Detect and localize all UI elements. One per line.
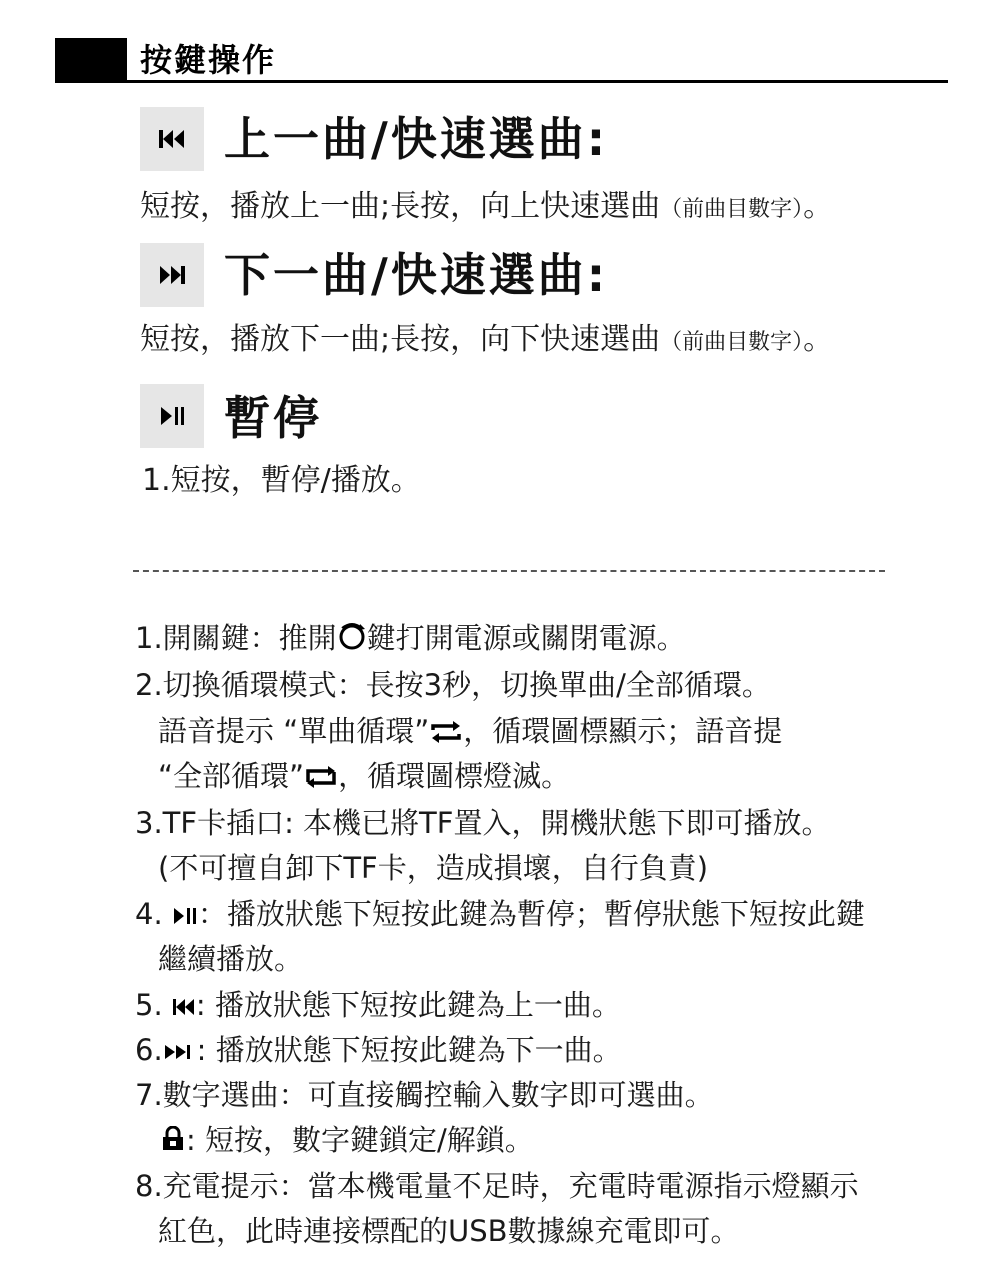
list-item: 紅色，此時連接標配的USB數據線充電即可。 — [158, 1214, 740, 1248]
skip-previous-icon — [140, 107, 204, 171]
list-item: 語音提示 “單曲循環” ，循環圖標顯示；語音提 — [158, 709, 782, 755]
section-desc-next: 短按，播放下一曲;長按，向下快速選曲（前曲目數字）。 — [140, 322, 834, 357]
list-item: 1.開關鍵：推開 鍵打開電源或關閉電源。 — [135, 616, 686, 662]
list-item: 3.TF卡插口: 本機已將TF置入，開機狀態下即可播放。 — [135, 806, 831, 840]
list-item: (不可擅自卸下TF卡，造成損壞，自行負責) — [158, 851, 709, 885]
play-pause-icon — [140, 384, 204, 448]
list-item: 繼續播放。 — [158, 942, 304, 976]
section-title-next: 下一曲/快速選曲: — [224, 248, 609, 302]
skip-next-icon — [140, 243, 204, 307]
repeat-one-icon — [429, 711, 463, 755]
list-item: : 短按，數字鍵鎖定/解鎖。 — [160, 1118, 534, 1164]
section-desc-previous: 短按，播放上一曲;長按，向上快速選曲（前曲目數字）。 — [140, 189, 834, 224]
list-item: 5. : 播放狀態下短按此鍵為上一曲。 — [135, 983, 621, 1029]
list-item: 8.充電提示：當本機電量不足時，充電時電源指示燈顯示 — [135, 1169, 859, 1203]
section-title-pause: 暫停 — [224, 391, 322, 445]
skip-next-icon — [163, 1030, 197, 1074]
play-pause-icon — [172, 894, 198, 938]
list-item: 6. : 播放狀態下短按此鍵為下一曲。 — [135, 1028, 622, 1074]
page-title: 按鍵操作 — [140, 41, 277, 79]
list-item: “全部循環” ，循環圖標燈滅。 — [158, 754, 570, 800]
skip-previous-icon — [172, 985, 196, 1029]
section-title-previous: 上一曲/快速選曲: — [224, 112, 609, 166]
list-item: 7.數字選曲：可直接觸控輸入數字即可選曲。 — [135, 1078, 714, 1112]
list-item: 2.切換循環模式：長按3秒，切換單曲/全部循環。 — [135, 668, 771, 702]
lock-icon — [160, 1120, 186, 1164]
power-switch-icon — [337, 618, 367, 662]
repeat-all-icon — [304, 756, 338, 800]
section-desc-pause: 1.短按，暫停/播放。 — [142, 463, 421, 498]
header-block — [55, 38, 127, 82]
dashed-divider — [133, 570, 885, 572]
header-rule — [55, 80, 948, 83]
list-item: 4. ：播放狀態下短按此鍵為暫停；暫停狀態下短按此鍵 — [135, 892, 865, 938]
